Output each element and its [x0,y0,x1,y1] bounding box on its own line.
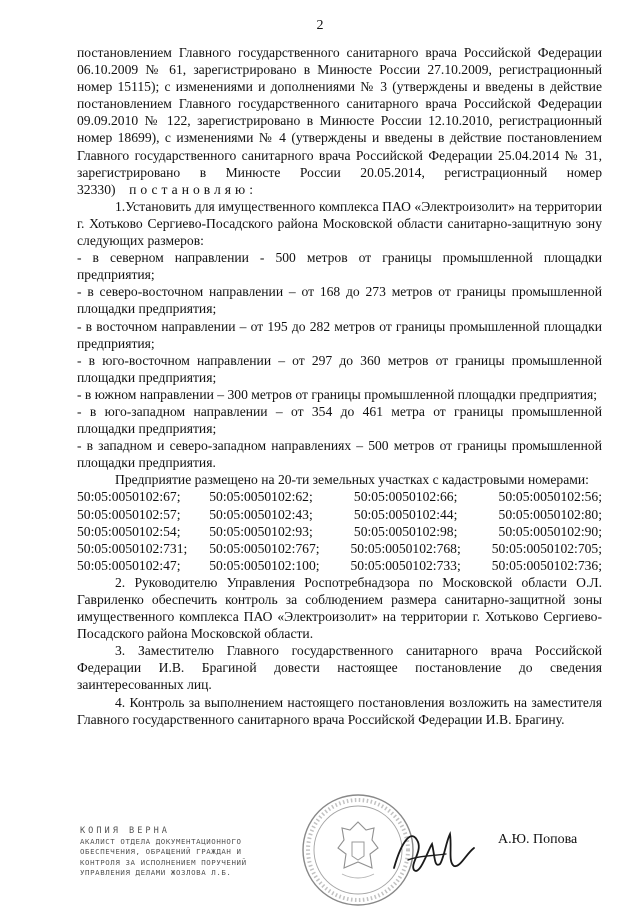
cadastral-number: 50:05:0050102:62; [209,489,313,505]
stamp-line: АКАЛИСТ ОТДЕЛА ДОКУМЕНТАЦИОННОГО [80,836,242,846]
cadastral-number: 50:05:0050102:731; [77,540,188,556]
item4-paragraph: 4. Контроль за выполнением настоящего постановления возложить на заместителя Главного государственного санитарного врача Российской Федерации И.В. Брагину. [77,694,602,727]
stamp-line: КОНТРОЛЯ ЗА ИСПОЛНЕНИЕМ ПОРУЧЕНИЙ [80,857,247,867]
cadastral-number: 50:05:0050102:98; [353,523,458,539]
cadastral-number: 50:05:0050102:54; [77,523,181,539]
cadastral-number: 50:05:0050102:705; [491,540,602,556]
item2-paragraph: 2. Руководителю Управления Роспотребнадзора по Московской области О.Л. Гавриленко обеспечить контроль за соблюдением размера санитарно-защитной зоны имущественного комплекса ПАО «Электроизолит» на территории г. Хотьково Сергиево-Посадского района Московской области. [77,574,602,642]
page-number: 2 [316,18,324,33]
item1-intro: 1.Установить для имущественного комплекса ПАО «Электроизолит» на территории г. Хотьково Сергиево-Посадского района Московской области санитарно-защитную зону следующих размеров: [77,198,602,249]
item3-paragraph: 3. Заместителю Главного государственного санитарного врача Российской Федерации И.В. Брагиной довести настоящее постановление до сведения заинтересованных лиц. [77,643,602,693]
stamp-line: ОБЕСПЕЧЕНИЯ, ОБРАЩЕНИЙ ГРАЖДАН И [80,847,242,857]
cadastral-number: 50:05:0050102:43; [209,506,313,522]
direction-item: - в южном направлении – 300 метров от границы промышленной площадки предприятия; [77,386,598,402]
preamble-paragraph [77,44,602,198]
preamble-text: постановлением Главного государственного санитарного врача Российской Федерации 06.10.2009 № 61, зарегистрировано в Минюсте России 27.10.2009, регистрационный номер 15115); с изменениями и дополнениями № 3 (утверждены и введены в действие постановлением Главного государственного санитарного врача Российской Федерации 09.09.2010 № 122, зарегистрировано в Минюсте России 12.10.2010, регистрационный номер 18699), с изменениями № 4 (утверждены и введены в действие постановлением Главного государственного санитарного врача Российской Федерации 25.04.2014 № 31, зарегистрировано в Минюсте России 20.05.2014, регистрационный номер 32330) [77,45,602,197]
cadastral-number: 50:05:0050102:66; [353,489,458,505]
signer-name: А.Ю. Попова [498,832,578,847]
direction-item: - в юго-западном направлении – от 354 до 461 метра от границы промышленной площадки предприятия; [77,403,602,437]
direction-item: - в юго-восточном направлении – от 297 до 360 метров от границы промышленной площадки предприятия; [77,352,602,385]
cadastral-number: 50:05:0050102:733; [350,557,461,573]
decree-word: постановляю: [129,181,257,197]
copy-certification-stamp [80,826,260,879]
direction-item: - в восточном направлении – от 195 до 282 метров от границы промышленной площадки предприятия; [77,318,602,351]
cadastral-number: 50:05:0050102:90; [498,523,602,539]
stamp-line: КОПИЯ ВЕРНА [80,826,170,836]
direction-item: - в северном направлении - 500 метров от границы промышленной площадки предприятия; [77,250,602,283]
cadastral-number: 50:05:0050102:57; [77,506,181,522]
cadastral-number: 50:05:0050102:93; [209,523,313,539]
cadastral-number: 50:05:0050102:768; [350,540,461,556]
cadastral-number: 50:05:0050102:736; [491,557,602,573]
cadastral-number-grid [77,488,602,573]
document-body [77,44,602,728]
direction-item: - в западном и северо-западном направлениях – 500 метров от границы промышленной площадки предприятия. [77,438,602,471]
cadastral-number: 50:05:0050102:767; [209,540,320,556]
signature [388,820,483,880]
direction-item: - в северо-восточном направлении – от 168 до 273 метров от границы промышленной площадки предприятия; [77,284,602,317]
plots-intro: Предприятие размещено на 20-ти земельных участках с кадастровыми номерами: [115,472,589,488]
cadastral-number: 50:05:0050102:67; [77,489,181,505]
cadastral-number: 50:05:0050102:100; [209,557,320,573]
stamp-line: УПРАВЛЕНИЯ ДЕЛАМИ ЖОЗЛОВА Л.Б. [80,868,232,878]
cadastral-number: 50:05:0050102:80; [498,506,602,522]
cadastral-number: 50:05:0050102:47; [77,557,181,573]
cadastral-number: 50:05:0050102:56; [498,489,602,505]
cadastral-number: 50:05:0050102:44; [353,506,458,522]
